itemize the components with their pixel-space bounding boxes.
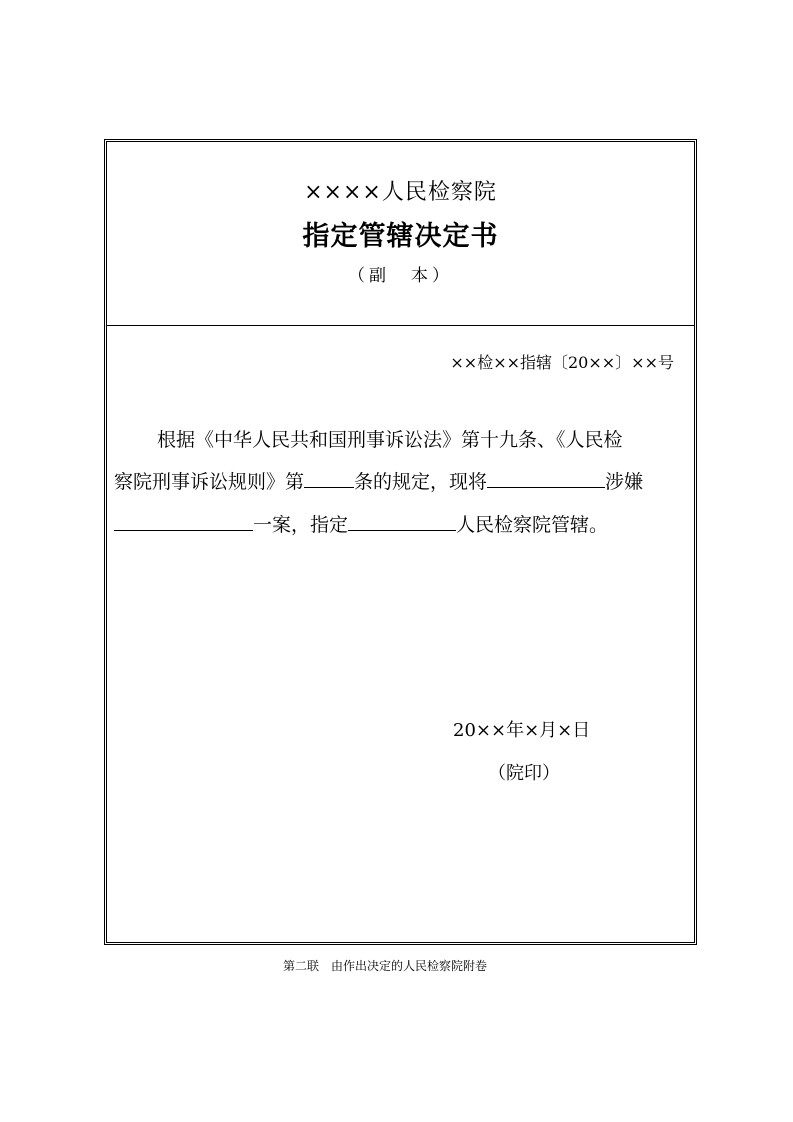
case-name-blank[interactable] <box>114 512 253 531</box>
article-number-blank[interactable] <box>304 469 354 488</box>
organization-name: ××××人民检察院 <box>304 180 497 205</box>
document-title: 指定管辖决定书 <box>302 221 499 252</box>
seal-label: （院印） <box>488 763 560 784</box>
body-line-3 <box>114 510 608 537</box>
body-text-2b: 条的规定，现将 <box>354 471 488 493</box>
procuratorate-name-blank[interactable] <box>348 512 456 531</box>
body-line-2 <box>114 467 643 494</box>
body-text-3a: 一案，指定 <box>253 514 349 536</box>
body-text-3b: 人民检察院管辖。 <box>456 514 609 536</box>
copy-label: （副 本） <box>348 266 453 286</box>
footer-note: 第二联 由作出决定的人民检察院附卷 <box>283 959 488 973</box>
document-number: ××检××指辖〔20××〕××号 <box>450 353 674 372</box>
body-text-2c: 涉嫌 <box>605 471 644 493</box>
issue-date: 20××年×月×日 <box>453 720 591 741</box>
document-header <box>107 142 694 326</box>
suspect-name-blank[interactable] <box>487 469 605 488</box>
body-line-1 <box>157 425 623 452</box>
document-frame <box>104 139 697 945</box>
body-text-2a: 察院刑事诉讼规则》第 <box>114 471 305 493</box>
body-text-1: 根据《中华人民共和国刑事诉讼法》第十九条、《人民检 <box>157 429 623 451</box>
